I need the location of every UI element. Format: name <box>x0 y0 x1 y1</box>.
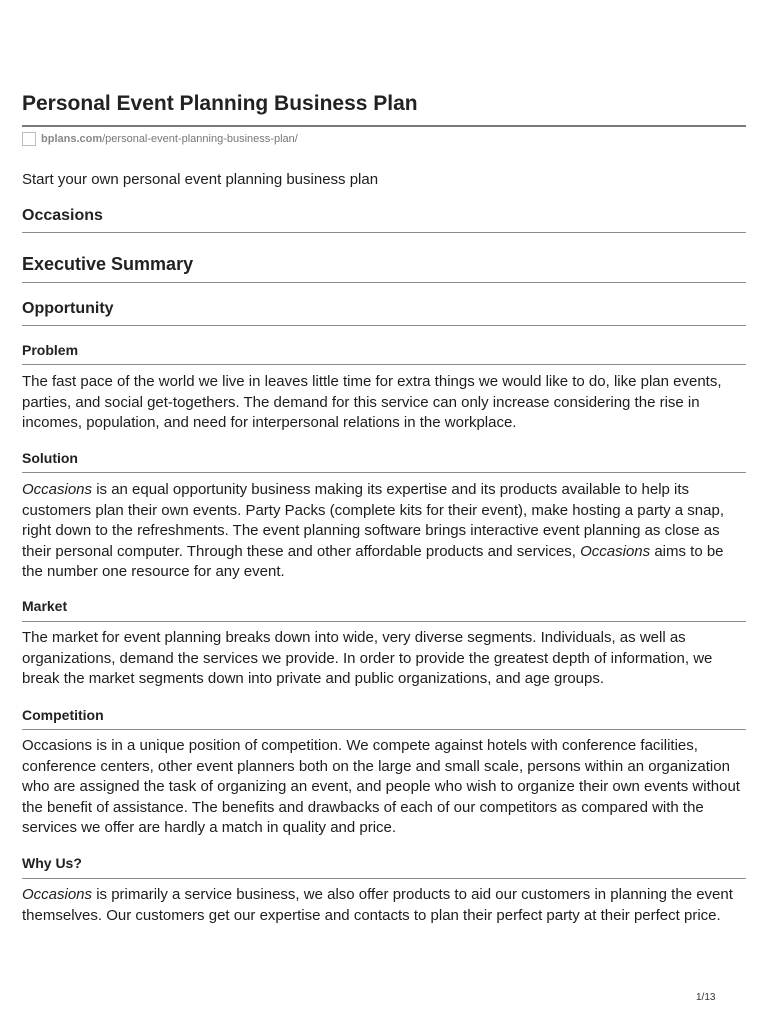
title-divider <box>22 125 746 127</box>
market-heading: Market <box>22 598 746 622</box>
document-title: Personal Event Planning Business Plan <box>22 92 418 115</box>
problem-text: The fast pace of the world we live in leaves little time for extra things we would like to do, like plan events, parties, and social get-togethers. The demand for this service can only increase considering the rise in incomes, population, and need for interpersonal relations in the workplace. <box>22 373 722 431</box>
competition-heading: Competition <box>22 707 746 730</box>
source-domain[interactable]: bplans.com <box>41 133 103 145</box>
source-path[interactable]: /personal-event-planning-business-plan/ <box>102 133 298 145</box>
solution-text-part-2: aims to be the number one resource for any event. <box>22 542 724 580</box>
page-number: 1/13 <box>696 992 716 1003</box>
why-us-heading: Why Us? <box>22 855 746 879</box>
solution-text-part-1: is an equal opportunity business making its expertise and its products available to help its customers plan their own events. Party Packs (complete kits for their event), make hosting a party a snap, right down to the refreshments. The event planning software brings interactive event planning as close as their personal computer. Through these and other affordable products and services, <box>22 481 724 560</box>
why-us-text-body: is primarily a service business, we also offer products to aid our customers in planning the event themselves. Our customers get our expertise and contacts to plan their perfect party at their perfect price. <box>22 886 733 924</box>
company-heading: Occasions <box>22 207 746 233</box>
problem-heading: Problem <box>22 342 746 365</box>
company-name: Occasions <box>22 481 93 498</box>
intro-text: Start your own personal event planning business plan <box>22 171 379 188</box>
market-text: The market for event planning breaks down into wide, very diverse segments. Individuals, as well as organizations, demand the services we provide. In order to provide the greatest depth of information, we break the market segments down into private and public organizations, and age groups. <box>22 629 713 687</box>
source-favicon-icon <box>22 132 36 146</box>
solution-heading: Solution <box>22 450 746 473</box>
company-name: Occasions <box>22 886 93 903</box>
solution-text <box>22 480 746 583</box>
company-name: Occasions <box>580 542 651 560</box>
executive-summary-heading: Executive Summary <box>22 254 746 283</box>
competition-text: Occasions is in a unique position of competition. We compete against hotels with conference facilities, conference centers, other event planners both on the large and small scale, persons within an organization who are assigned the task of organizing an event, and people who wish to organize their own events without the benefit of assistance. The benefits and drawbacks of each of our competitors as compared with the services we offer are hardly a match in quality and price. <box>22 737 740 836</box>
why-us-text <box>22 885 746 926</box>
source-url[interactable] <box>22 131 298 147</box>
opportunity-heading: Opportunity <box>22 300 746 326</box>
